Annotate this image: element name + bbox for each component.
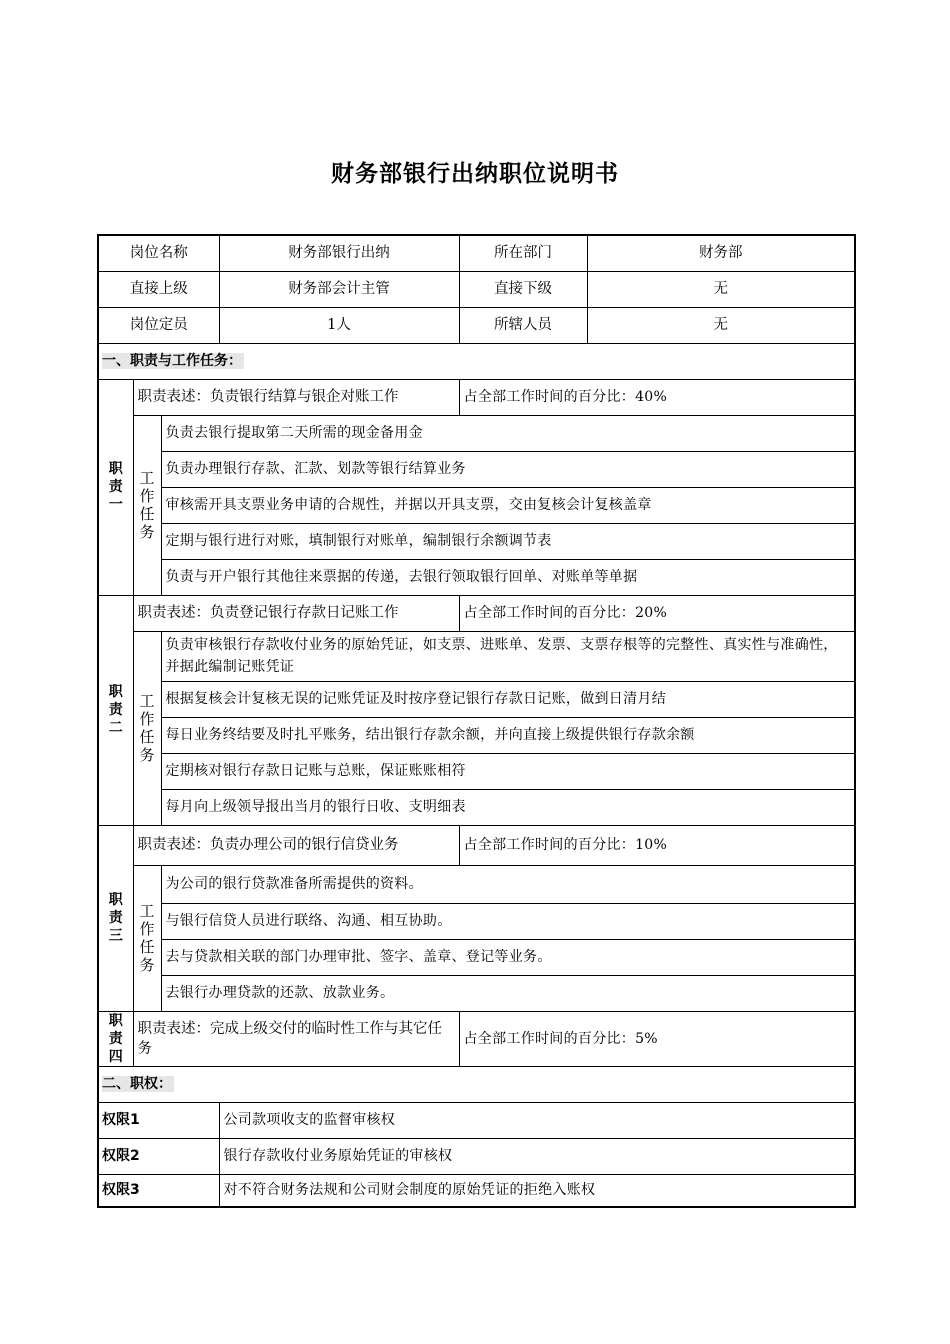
label-staff-managed: 所辖人员 <box>459 307 587 343</box>
duty-2-desc-row <box>98 595 855 631</box>
authority-row <box>98 1138 855 1174</box>
duty-3-label: 职责三 <box>98 825 133 1011</box>
duty-4-label: 职责四 <box>98 1011 133 1066</box>
value-position-name: 财务部银行出纳 <box>219 235 459 271</box>
duty-1-task-1: 负责去银行提取第二天所需的现金备用金 <box>161 415 855 451</box>
task-row <box>98 631 855 681</box>
value-department: 财务部 <box>587 235 855 271</box>
duty-1-pct: 占全部工作时间的百分比：40% <box>459 379 855 415</box>
label-position-name: 岗位名称 <box>98 235 219 271</box>
duty-2-pct: 占全部工作时间的百分比：20% <box>459 595 855 631</box>
authority-3-value: 对不符合财务法规和公司财会制度的原始凭证的拒绝入账权 <box>219 1174 855 1207</box>
section-2-title: 二、职权： <box>98 1066 855 1102</box>
duty-1-desc: 职责表述：负责银行结算与银企对账工作 <box>133 379 459 415</box>
duty-1-task-5: 负责与开户银行其他往来票据的传递，去银行领取银行回单、对账单等单据 <box>161 559 855 595</box>
label-direct-subordinate: 直接下级 <box>459 271 587 307</box>
task-row <box>98 939 855 975</box>
section-1-header-row <box>98 343 855 379</box>
basic-row-1 <box>98 235 855 271</box>
duty-4-row <box>98 1011 855 1066</box>
authority-3-label: 权限3 <box>98 1174 219 1207</box>
duty-2-task-4: 定期核对银行存款日记账与总账，保证账账相符 <box>161 753 855 789</box>
duty-2-task-1: 负责审核银行存款收付业务的原始凭证，如支票、进账单、发票、支票存根等的完整性、真实性与准确性，并据此编制记账凭证 <box>161 631 855 681</box>
authority-2-value: 银行存款收付业务原始凭证的审核权 <box>219 1138 855 1174</box>
duty-3-task-3: 去与贷款相关联的部门办理审批、签字、盖章、登记等业务。 <box>161 939 855 975</box>
duty-2-task-5: 每月向上级领导报出当月的银行日收、支明细表 <box>161 789 855 825</box>
authority-1-value: 公司款项收支的监督审核权 <box>219 1102 855 1138</box>
authority-2-label: 权限2 <box>98 1138 219 1174</box>
basic-row-3 <box>98 307 855 343</box>
section-2-header-row <box>98 1066 855 1102</box>
authority-1-label: 权限1 <box>98 1102 219 1138</box>
duty-3-pct: 占全部工作时间的百分比：10% <box>459 825 855 865</box>
task-row <box>98 415 855 451</box>
duty-1-task-4: 定期与银行进行对账，填制银行对账单，编制银行余额调节表 <box>161 523 855 559</box>
duty-2-desc: 职责表述：负责登记银行存款日记账工作 <box>133 595 459 631</box>
task-row <box>98 451 855 487</box>
value-direct-subordinate: 无 <box>587 271 855 307</box>
label-department: 所在部门 <box>459 235 587 271</box>
duty-2-task-2: 根据复核会计复核无误的记账凭证及时按序登记银行存款日记账，做到日清月结 <box>161 681 855 717</box>
duty-1-label: 职责一 <box>98 379 133 595</box>
duty-3-task-4: 去银行办理贷款的还款、放款业务。 <box>161 975 855 1011</box>
label-direct-superior: 直接上级 <box>98 271 219 307</box>
duty-3-task-1: 为公司的银行贷款准备所需提供的资料。 <box>161 865 855 903</box>
value-direct-superior: 财务部会计主管 <box>219 271 459 307</box>
task-row <box>98 681 855 717</box>
task-row <box>98 789 855 825</box>
duty-3-desc-row <box>98 825 855 865</box>
value-headcount: 1人 <box>219 307 459 343</box>
authority-row <box>98 1174 855 1207</box>
duty-3-desc: 职责表述：负责办理公司的银行信贷业务 <box>133 825 459 865</box>
label-headcount: 岗位定员 <box>98 307 219 343</box>
duty-3-task-label: 工作任务 <box>133 865 161 1011</box>
duty-4-desc: 职责表述：完成上级交付的临时性工作与其它任务 <box>133 1011 459 1066</box>
job-description-form <box>97 234 854 1208</box>
duty-1-task-2: 负责办理银行存款、汇款、划款等银行结算业务 <box>161 451 855 487</box>
authority-row <box>98 1102 855 1138</box>
basic-row-2 <box>98 271 855 307</box>
task-row <box>98 717 855 753</box>
duty-2-task-3: 每日业务终结要及时扎平账务，结出银行存款余额，并向直接上级提供银行存款余额 <box>161 717 855 753</box>
duty-1-task-label: 工作任务 <box>133 415 161 595</box>
task-row <box>98 865 855 903</box>
duty-2-task-label: 工作任务 <box>133 631 161 825</box>
task-row <box>98 753 855 789</box>
page-title: 财务部银行出纳职位说明书 <box>331 161 619 187</box>
task-row <box>98 975 855 1011</box>
duty-2-label: 职责二 <box>98 595 133 825</box>
value-staff-managed: 无 <box>587 307 855 343</box>
task-row <box>98 903 855 939</box>
duty-1-task-3: 审核需开具支票业务申请的合规性，并据以开具支票，交由复核会计复核盖章 <box>161 487 855 523</box>
task-row <box>98 523 855 559</box>
task-row <box>98 487 855 523</box>
duty-4-pct: 占全部工作时间的百分比：5% <box>459 1011 855 1066</box>
duty-1-desc-row <box>98 379 855 415</box>
section-1-title: 一、职责与工作任务： <box>98 343 855 379</box>
duty-3-task-2: 与银行信贷人员进行联络、沟通、相互协助。 <box>161 903 855 939</box>
task-row <box>98 559 855 595</box>
job-description-table <box>97 234 856 1208</box>
